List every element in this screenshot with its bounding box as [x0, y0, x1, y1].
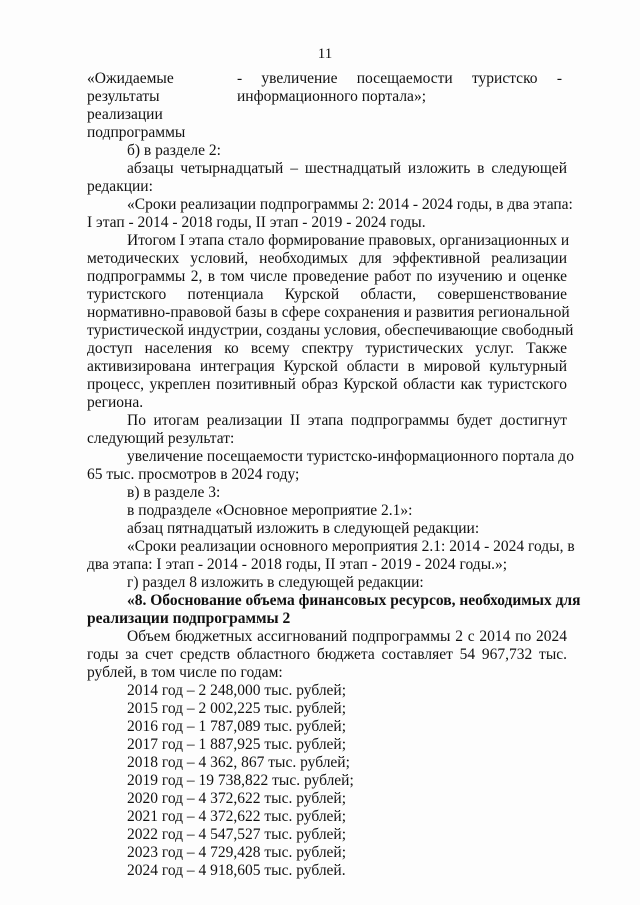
text-line: рублей, в том числе по годам:: [87, 664, 283, 681]
results-label-line: подпрограммы: [87, 124, 186, 141]
text-line: I этап - 2014 - 2018 годы, II этап - 2019 - 2024 годы.: [87, 214, 426, 231]
text-line: методических условий, необходимых для эффективной реализации: [87, 250, 567, 267]
text-line: подпрограммы 2, в том числе проведение работ по изучению и оценке: [87, 268, 567, 285]
text-line: региона.: [87, 394, 144, 411]
text-line: туристической индустрии, созданы условия, обеспечивающие свободный: [87, 322, 574, 339]
section-heading-line: «8. Обоснование объема финансовых ресурсов, необходимых для: [127, 592, 581, 609]
text-line: следующий результат:: [87, 430, 235, 447]
text-line: абзац пятнадцатый изложить в следующей редакции:: [127, 520, 480, 537]
year-amount-line: 2021 год – 4 372,622 тыс. рублей;: [127, 808, 347, 825]
results-label-line: реализации: [87, 106, 163, 123]
text-line: увеличение посещаемости туристско-информационного портала до: [127, 448, 574, 465]
section-heading-line: реализации подпрограммы 2: [87, 610, 291, 627]
text-line: нормативно-правовой базы в сфере сохранения и развития региональной: [87, 304, 570, 321]
text-line: «Сроки реализации подпрограммы 2: 2014 - 2024 годы, в два этапа:: [127, 196, 573, 213]
text-line: абзацы четырнадцатый – шестнадцатый изложить в следующей: [127, 160, 567, 177]
year-amount-line: 2015 год – 2 002,225 тыс. рублей;: [127, 700, 347, 717]
year-amount-line: 2018 год – 4 362, 867 тыс. рублей;: [127, 754, 350, 771]
year-amount-line: 2017 год – 1 887,925 тыс. рублей;: [127, 736, 347, 753]
text-line: туристского потенциала Курской области, совершенствование: [87, 286, 567, 303]
year-amount-line: 2023 год – 4 729,428 тыс. рублей;: [127, 844, 347, 861]
text-line: доступ населения ко всему спектру туристических услуг. Также: [87, 340, 567, 357]
text-line: Объем бюджетных ассигнований подпрограммы 2 с 2014 по 2024: [127, 628, 567, 645]
text-line: По итогам реализации II этапа подпрограммы будет достигнут: [127, 412, 567, 429]
text-line: 65 тыс. просмотров в 2024 году;: [87, 466, 300, 483]
results-text-line: информационного портала»;: [237, 88, 426, 105]
year-amount-line: 2016 год – 1 787,089 тыс. рублей;: [127, 718, 347, 735]
text-line: в подразделе «Основное мероприятие 2.1»:: [127, 502, 413, 519]
text-line: два этапа: I этап - 2014 - 2018 годы, II этап - 2019 - 2024 годы.»;: [87, 556, 508, 573]
text-line: «Сроки реализации основного мероприятия 2.1: 2014 - 2024 годы, в: [127, 538, 575, 555]
text-line: г) раздел 8 изложить в следующей редакции:: [127, 574, 424, 591]
text-line: редакции:: [87, 178, 153, 195]
text-line: годы за счет средств областного бюджета составляет 54 967,732 тыс.: [87, 646, 567, 663]
text-line: Итогом I этапа стало формирование правовых, организационных и: [127, 232, 570, 249]
page-number: 11: [317, 46, 333, 62]
results-text-line: - увеличение посещаемости туристско -: [237, 70, 562, 87]
results-label-line: результаты: [87, 88, 160, 105]
year-amount-line: 2020 год – 4 372,622 тыс. рублей;: [127, 790, 347, 807]
year-amount-line: 2024 год – 4 918,605 тыс. рублей.: [127, 862, 346, 879]
text-line: в) в разделе 3:: [127, 484, 221, 501]
year-amount-line: 2019 год – 19 738,822 тыс. рублей;: [127, 772, 354, 789]
text-line: процесс, укреплен позитивный образ Курской области как туристского: [87, 376, 567, 393]
year-amount-line: 2014 год – 2 248,000 тыс. рублей;: [127, 682, 347, 699]
year-amount-line: 2022 год – 4 547,527 тыс. рублей;: [127, 826, 347, 843]
text-line: б) в разделе 2:: [127, 142, 221, 159]
text-line: активизирована интеграция Курской области в мировой культурный: [87, 358, 567, 375]
results-label-line: «Ожидаемые: [87, 70, 174, 87]
